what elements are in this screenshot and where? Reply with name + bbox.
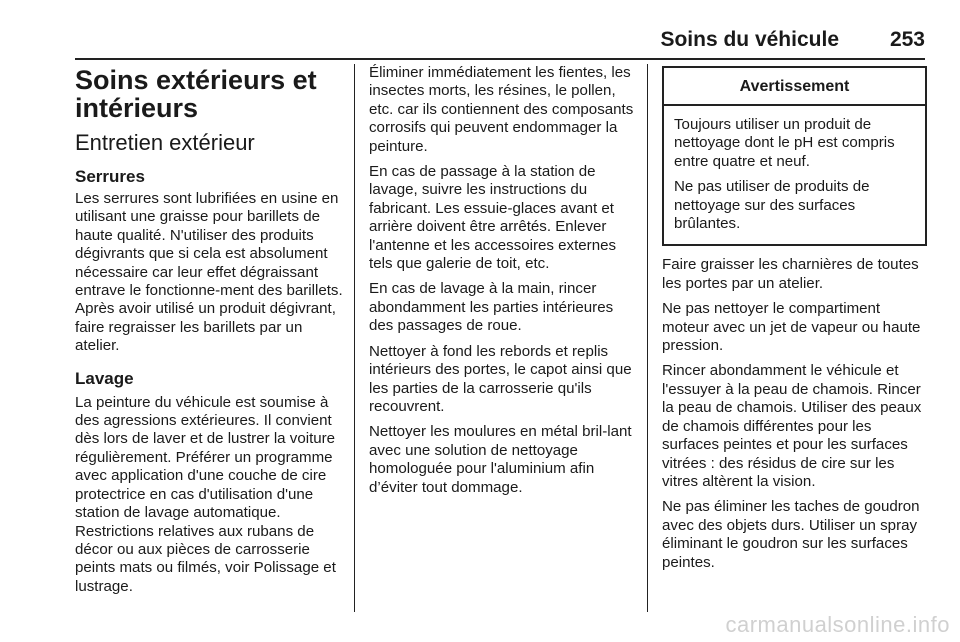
warning-body (664, 106, 925, 244)
section-title: Soins du véhicule (660, 28, 839, 51)
paragraph: Ne pas nettoyer le compartiment moteur avec un jet de vapeur ou haute pression. (662, 300, 921, 355)
paragraph: En cas de lavage à la main, rincer abondamment les parties intérieures des passages de roue. (369, 280, 614, 335)
wash-paragraph: La peinture du véhicule est soumise à des agressions extérieures. Il convient dès lors de laver et de lustrer la voiture régulièrement. Préférer un programme avec application d'une couche de cire protectrice en cas d'utilisation d'une station de lavage automatique. Restrictions relatives aux rubans de décor ou aux pièces de carrosserie peints mats ou filmés, voir Polissage et lustrage. (75, 393, 336, 595)
column-divider-2 (647, 64, 648, 612)
column-3 (662, 64, 927, 579)
paragraph: Faire graisser les charnières de toutes les portes par un atelier. (662, 256, 919, 292)
wash-heading: Lavage (75, 368, 134, 388)
warning-box (662, 66, 927, 246)
locks-heading: Serrures (75, 167, 145, 186)
paragraph: Ne pas éliminer les taches de goudron avec des objets durs. Utiliser un spray éliminant le goudron sur les surfaces peintes. (662, 498, 920, 571)
column-2 (369, 64, 635, 504)
watermark: carmanualsonline.info (725, 612, 950, 637)
warning-paragraph: Ne pas utiliser de produits de nettoyage sur des surfaces brûlantes. (674, 178, 870, 233)
paragraph: Éliminer immédiatement les fientes, les insectes morts, les résines, le pollen, etc. car ils contiennent des composants corrosifs qui peuvent endommager la peinture. (369, 64, 634, 155)
column-divider-1 (354, 64, 355, 612)
column-1 (75, 64, 343, 603)
paragraph: Nettoyer les moulures en métal bril-lant avec une solution de nettoyage homologuée pour l'aluminium afin d’éviter tout dommage. (369, 423, 632, 496)
page-title: Soins extérieurs et intérieurs (75, 65, 317, 123)
paragraph: Rincer abondamment le véhicule et l'essuyer à la peau de chamois. Rincer la peau de chamois. Utiliser des peaux de chamois différentes pour les surfaces peintes et pour les surfaces vitrées : des résidus de cire sur les vitres altèrent la vision. (662, 362, 922, 490)
locks-paragraph: Les serrures sont lubrifiées en usine en utilisant une graisse pour barillets de haute qualité. N'utiliser des produits dégivrants que si cela est absolument nécessaire car leur effet dégraissant entrave le fonctionne-ment des barillets. Après avoir utilisé un produit dégivrant, faire regraisser les barillets par un atelier. (75, 190, 343, 355)
warning-title: Avertissement (664, 68, 925, 106)
warning-paragraph: Toujours utiliser un produit de nettoyage dont le pH est compris entre quatre et neuf. (674, 116, 895, 170)
paragraph: En cas de passage à la station de lavage, suivre les instructions du fabricant. Les essuie-glaces avant et arrière doivent être arrêtés. Enlever l'antenne et les accessoires externes tels que galerie de toit, etc. (369, 163, 617, 273)
page-number: 253 (889, 28, 925, 51)
section-subtitle: Entretien extérieur (75, 130, 255, 155)
paragraph: Nettoyer à fond les rebords et replis intérieurs des portes, le capot ainsi que les parties de la carrosserie qu'ils recouvrent. (369, 342, 632, 415)
page-header (75, 22, 925, 60)
